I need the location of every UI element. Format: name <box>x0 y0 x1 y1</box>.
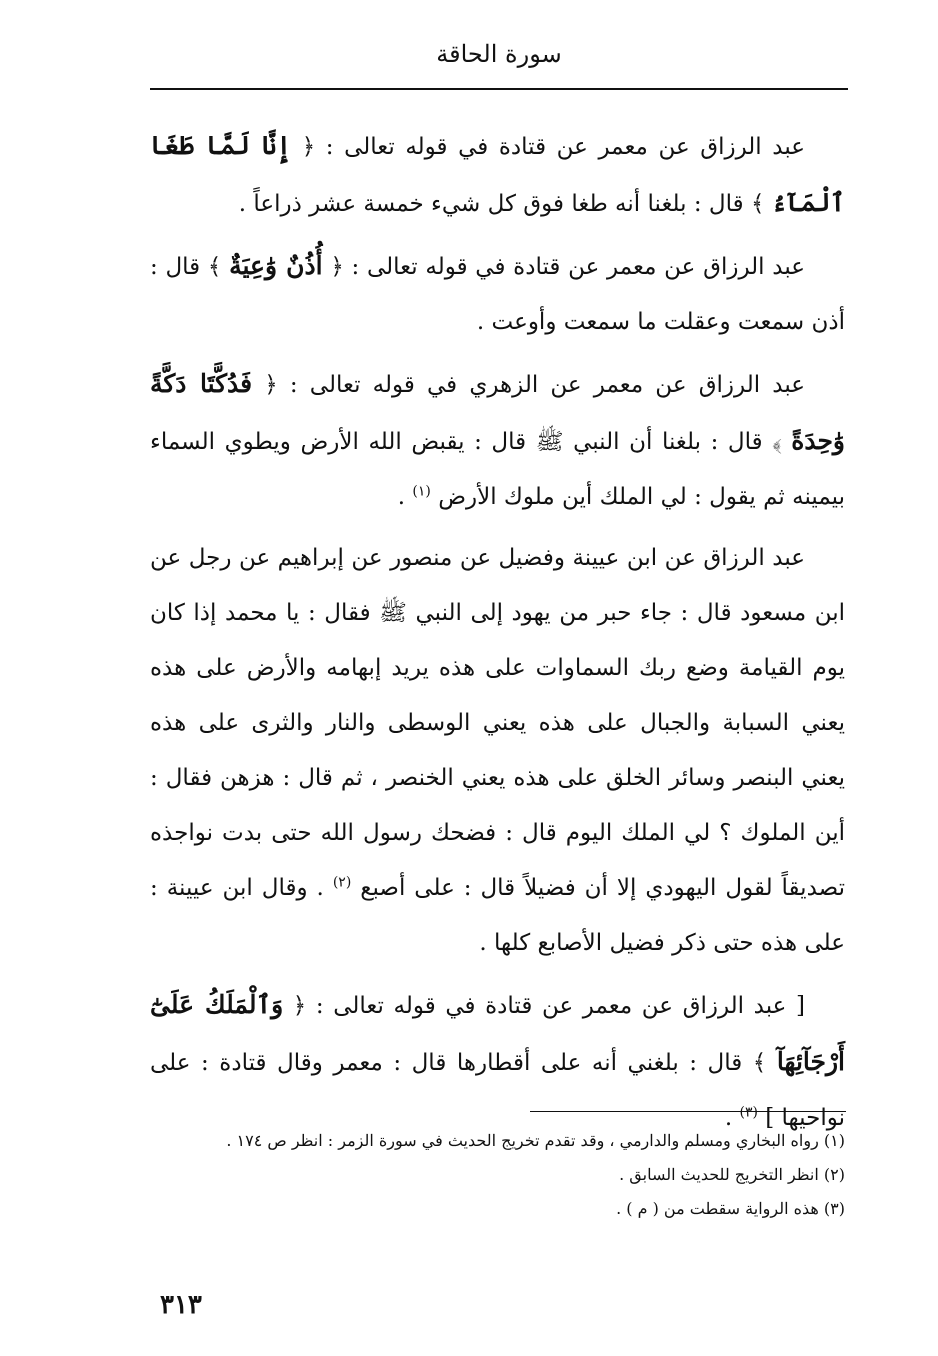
paragraph-2 <box>150 238 845 350</box>
paragraph-4-end: . وقال ابن عيينة : على هذه حتى ذكر فضيل الأصابع كلها . <box>150 875 845 956</box>
paragraph-4-text: عبد الرزاق عن ابن عيينة وفضيل عن منصور عن إبراهيم عن رجل عن ابن مسعود قال : جاء حبر من يهود إلى النبي ﷺ فقال : يا محمد إذا كان يوم القيامة وضع ربك السماوات على هذه يريد إبهامه والأرض على هذه يعني السبابة والجبال على هذه يعني الوسطى والنار والثرى على هذه يعني البنصر وسائر الخلق على هذه يعني الخنصر ، ثم قال : هزهن فقال : أين الملوك ؟ لي الملك اليوم قال : فضحك رسول الله حتى بدت نواجذه تصديقاً لقول اليهودي إلا أن فضيلاً قال : على أصبع <box>150 545 846 901</box>
footnote-ref-1: (١) <box>412 483 431 500</box>
paragraph-5-intro: عبد الرزاق عن معمر عن قتادة في قوله تعالى : <box>306 993 787 1019</box>
paragraph-4 <box>150 531 845 971</box>
verse-open-bracket: ﴿ <box>301 134 316 160</box>
quran-verse: أُذُنٌ وَٰعِيَةٌ <box>229 251 323 280</box>
paragraph-3-end: . <box>397 484 413 510</box>
footnote-ref-3: (٣) <box>739 1104 758 1121</box>
paragraph-5-commentary: قال : بلغني أنه على أقطارها قال : معمر وقال قتادة : على نواحيها ] <box>150 1050 845 1131</box>
footnote-2: (٢) انظر التخريج للحديث السابق . <box>619 1165 845 1184</box>
paragraph-2-commentary: قال : أذن سمعت وعقلت ما سمعت وأوعت . <box>150 254 845 335</box>
quran-verse: وَٱلْمَلَكُ عَلَىٰٓ أَرْجَآئِهَآ <box>150 990 846 1076</box>
verse-close-bracket: ﴾ <box>752 1050 767 1076</box>
footnote-ref-2: (٢) <box>332 874 352 891</box>
paragraph-2-intro: عبد الرزاق عن معمر عن قتادة في قوله تعالى : <box>343 254 805 280</box>
paragraph-1-commentary: قال : بلغنا أنه طغا فوق كل شيء خمسة عشر ذراعاً . <box>238 191 744 217</box>
page-number: ٣١٣ <box>160 1290 202 1320</box>
paragraph-1 <box>150 118 845 232</box>
footnote-rule <box>530 1111 846 1112</box>
paragraph-3-intro: عبد الرزاق عن معمر عن الزهري في قوله تعالى : <box>277 372 806 398</box>
verse-close-bracket: ﴾ <box>207 254 222 280</box>
body-text <box>150 118 845 1154</box>
verse-close-bracket: ﴾ <box>772 429 782 455</box>
paragraph-5-open-bracket: [ <box>786 993 805 1019</box>
footnote-1: (١) رواه البخاري ومسلم والدارمي ، وقد تقدم تخريج الحديث في سورة الزمر : انظر ص ١٧٤ . <box>226 1131 845 1150</box>
paragraph-5-end: . <box>724 1105 740 1131</box>
running-header: سورة الحاقة <box>436 40 562 68</box>
quran-verse: إِنَّا لَمَّا طَغَا ٱلْمَآءُ <box>150 131 845 217</box>
verse-close-bracket: ﴾ <box>750 191 765 217</box>
paragraph-3-commentary: قال : بلغنا أن النبي ﷺ قال : يقبض الله الأرض ويطوي السماء بيمينه ثم يقول : لي الملك أين ملوك الأرض <box>150 429 845 510</box>
footnotes <box>150 1124 845 1226</box>
verse-open-bracket: ﴿ <box>330 254 344 280</box>
verse-open-bracket: ﴿ <box>264 372 278 398</box>
verse-open-bracket: ﴿ <box>292 993 307 1019</box>
footnote-3: (٣) هذه الرواية سقطت من ( م ) . <box>616 1199 845 1218</box>
quran-verse: فَدُكَّتَا دَكَّةً وَٰحِدَةً <box>150 369 845 455</box>
header-rule <box>150 88 848 90</box>
paragraph-3 <box>150 356 845 525</box>
paragraph-1-intro: عبد الرزاق عن معمر عن قتادة في قوله تعالى : <box>315 134 805 160</box>
paragraph-5 <box>150 977 845 1146</box>
